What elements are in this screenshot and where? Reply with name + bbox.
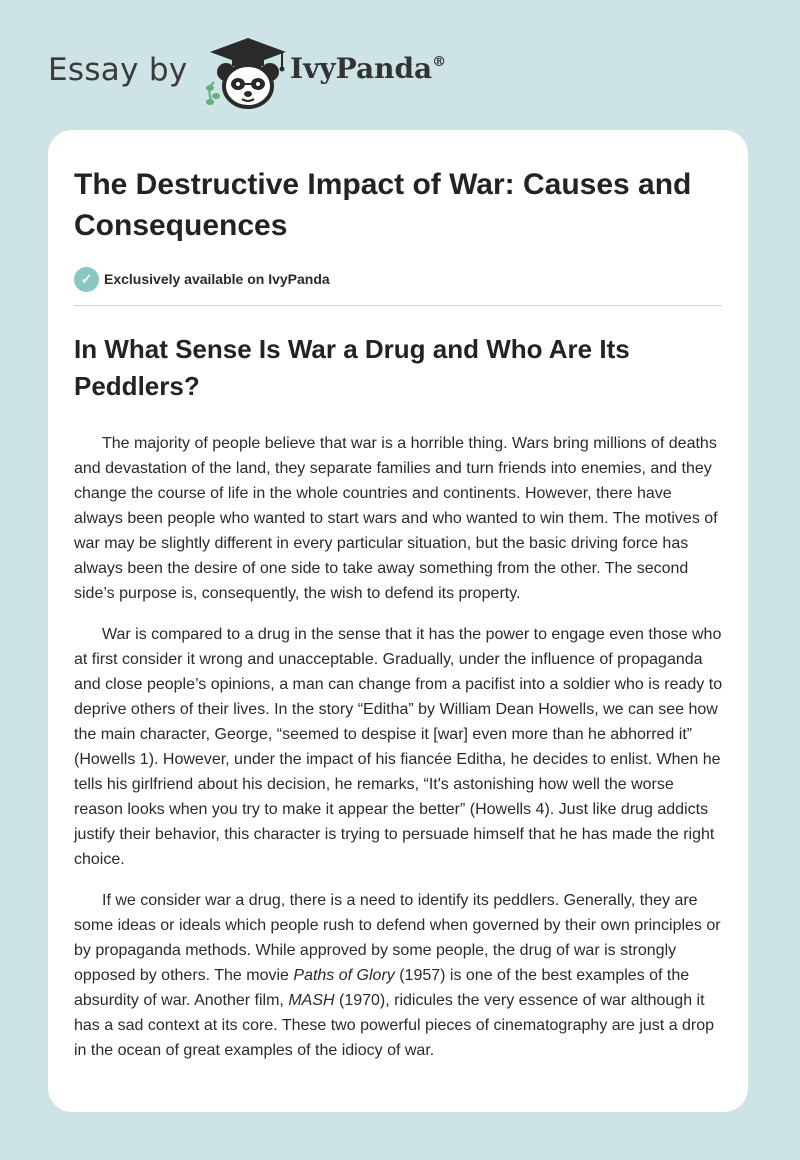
divider: [74, 305, 722, 306]
paragraph-3-part-a: If we consider war a drug, there is a need to identify its peddlers. Generally, they are some ideas or ideals which people rush to defend when governed by their own principles or by propaganda methods. While approved by some people, the drug of war is strongly opposed by others. The movie: [74, 892, 721, 984]
essay-card: [48, 130, 748, 1112]
exclusive-badge-label: Exclusively available on IvyPanda: [104, 271, 330, 287]
brand-name-text: IvyPanda: [290, 52, 433, 85]
film-title-paths-of-glory: Paths of Glory: [293, 967, 395, 984]
paragraph-2: War is compared to a drug in the sense that it has the power to engage even those who at first consider it wrong and unacceptable. Gradually, under the influence of propaganda and close people’s opinions, a man can change from a pacifist into a soldier who is ready to deprive others of their lives. In the story “Editha” by William Dean Howells, we can see how the main character, George, “seemed to despise it [war] even more than he abhorred it” (Howells 1). However, under the impact of his fiancée Editha, he decides to enlist. When he tells his girlfriend about his decision, he remarks, “It's astonishing how well the worse reason looks when you try to make it appear the better” (Howells 4). Just like drug addicts justify their behavior, this character is trying to persuade himself that he has made the right choice.: [74, 626, 723, 868]
section-heading: In What Sense Is War a Drug and Who Are Its Peddlers?: [74, 334, 630, 401]
essay-by-label: Essay by: [48, 52, 188, 88]
ivypanda-brand-name[interactable]: [290, 52, 446, 85]
film-title-mash: MASH: [288, 992, 335, 1009]
exclusive-badge: [74, 266, 722, 292]
ivypanda-logo-icon[interactable]: [200, 34, 290, 110]
paragraph-3-part-b: (1957) is one of the best examples of the absurdity of war. Another film,: [74, 967, 690, 1009]
paragraph-3: [74, 888, 724, 1063]
check-icon: ✓: [74, 267, 99, 292]
paragraph-3-part-c: (1970), ridicules the very essence of war although it has a sad context at its core. These two powerful pieces of cinematography are just a drop in the ocean of great examples of the idiocy of war.: [74, 992, 715, 1059]
registered-mark: ®: [432, 53, 447, 70]
essay-title: The Destructive Impact of War: Causes and Consequences: [74, 168, 692, 242]
site-header: [0, 0, 800, 130]
paragraph-1: The majority of people believe that war is a horrible thing. Wars bring millions of deaths and devastation of the land, they separate families and turn friends into enemies, and they change the course of life in the whole countries and continents. However, there have always been people who wanted to start wars and who wanted to win them. The motives of war may be slightly different in every particular situation, but the basic driving force has always been the desire of one side to take away something from the other. The second side’s purpose is, consequently, the wish to defend its property.: [74, 435, 718, 602]
